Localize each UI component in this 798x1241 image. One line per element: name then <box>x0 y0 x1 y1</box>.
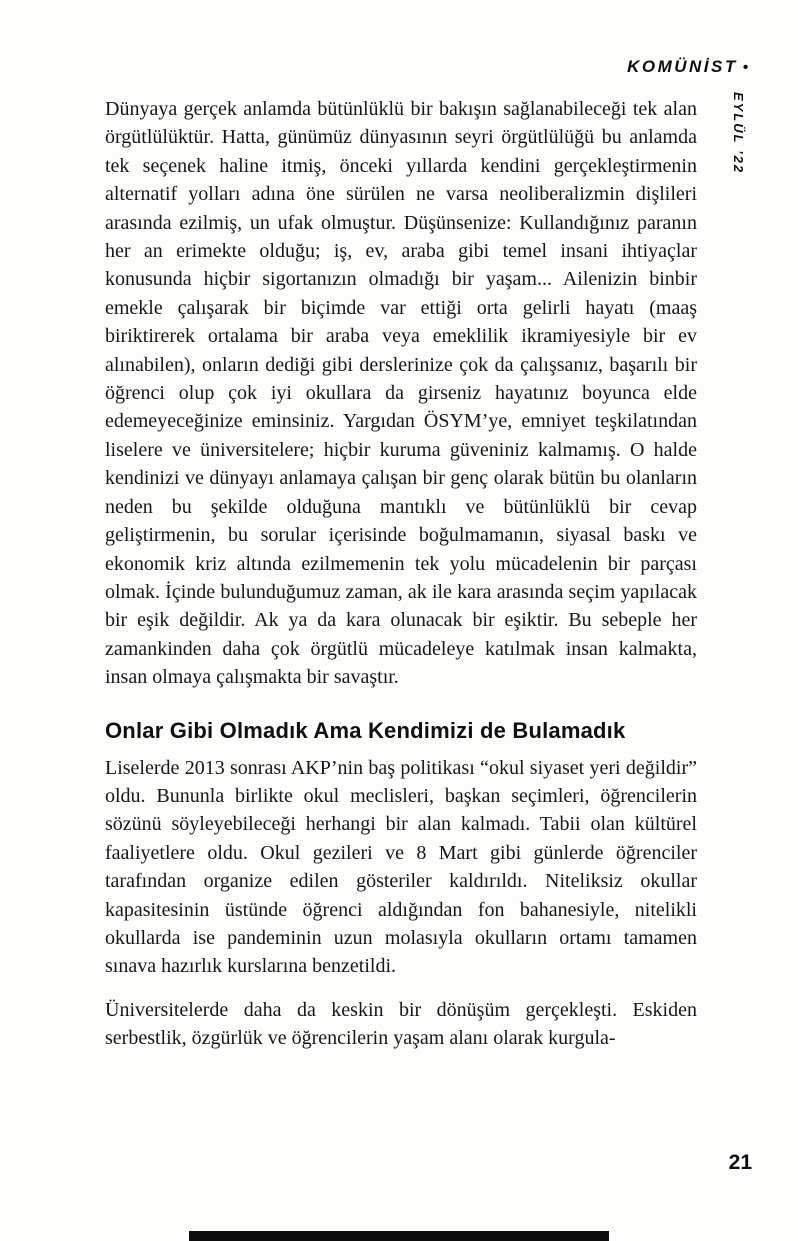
page-number: 21 <box>728 1151 752 1174</box>
bottom-edge-bar <box>189 1231 609 1241</box>
header-bullet-icon: • <box>742 59 748 76</box>
issue-label: EYLÜL ’22 <box>731 92 746 175</box>
page-header <box>627 57 748 77</box>
body-paragraph-1: Dünyaya gerçek anlamda bütünlüklü bir bakışın sağlanabileceği tek alan örgütlülüktür. Hatta, günümüz dünyasının seyri örgütlülüğü bu anlamda tek seçenek haline itmiş, önceki yıllarda kendini gerçekleştirmenin alternatif yolları adına öne sürülen ne varsa neoliberalizmin dişlileri arasında ezilmiş, un ufak olmuştur. Düşünsenize: Kullandığınız paranın her an erimekte olduğu; iş, ev, araba gibi temel insani ihtiyaçlar konusunda hiçbir sigortanızın olmadığı bir yaşam... Ailenizin binbir emekle çalışarak bir biçimde var ettiği orta gelirli hayatı (maaş biriktirerek ortalama bir araba veya emeklilik ikramiyesiyle bir ev alınabilen), onların dediği gibi derslerinize çok da çalışsanız, başarılı bir öğrenci olup çok iyi okullara da girseniz hayatınız boyunca elde edemeyeceğinize eminsiniz. Yargıdan ÖSYM’ye, emniyet teşkilatından liselere ve üniversitelere; hiçbir kuruma güveniniz kalmamış. O halde kendinizi ve dünyayı anlamaya çalışan bir genç olarak bütün bu olanların neden bu şekilde olduğuna mantıklı ve bütünlüklü bir cevap geliştirmenin, bu sorular içerisinde boğulmamanın, siyasal baskı ve ekonomik kriz altında ezilmemenin tek yolu mücadelenin bir parçası olmak. İçinde bulunduğumuz zaman, ak ile kara arasında seçim yapılacak bir eşik değildir. Ak ya da kara olunacak bir eşiktir. Bu sebeple her zamankinden daha çok örgütlü mücadeleye katılmak insan kalmakta, insan olmaya çalışmakta bir savaştır. <box>105 98 697 689</box>
body-paragraph-3: Üniversitelerde daha da keskin bir dönüşüm gerçekleşti. Eskiden serbestlik, özgürlük ve öğrencilerin yaşam alanı olarak kurgula- <box>105 998 697 1050</box>
body-paragraph-2: Liselerde 2013 sonrası AKP’nin baş politikası “okul siyaset yeri değildir” oldu. Bununla birlikte okul meclisleri, başkan seçimleri, öğrencilerin sözünü söyleyebileceği herhangi bir alan kalmadı. Tabii olan kültürel faaliyetlere oldu. Okul gezileri ve 8 Mart gibi günlerde öğrenciler tarafından organize edilen gösteriler kaldırıldı. Niteliksiz okullar kapasitesinin üstünde öğrenci aldığından fon bahanesiyle, nitelikli okullarda ise pandeminin uzun molasıyla okulların ortamı tamamen sınava hazırlık kurslarına benzetildi. <box>105 756 697 978</box>
page-content <box>105 95 697 1068</box>
magazine-title: KOMÜNİST <box>627 57 738 76</box>
section-heading: Onlar Gibi Olmadık Ama Kendimizi de Bulamadık <box>105 717 626 743</box>
